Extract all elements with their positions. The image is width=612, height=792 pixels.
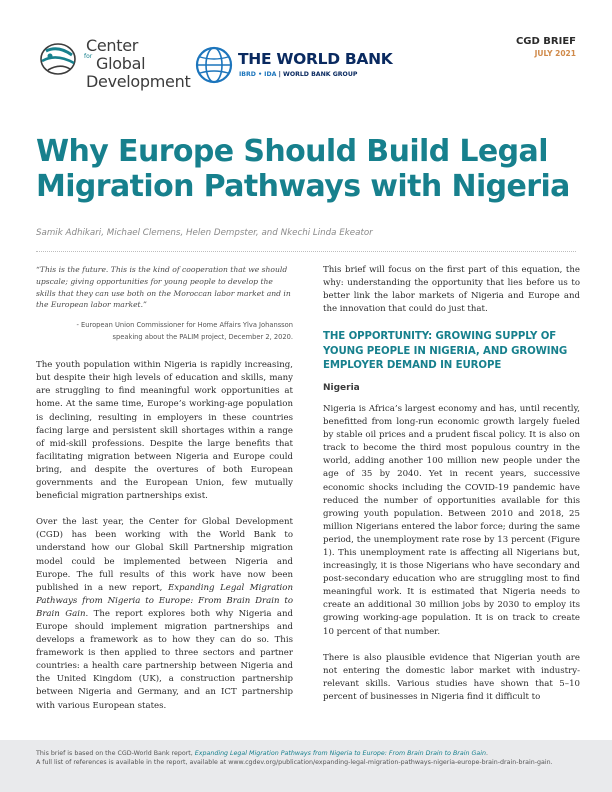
world-bank-logo (194, 45, 394, 87)
epigraph-attribution-line2: speaking about the PALIM project, December 2, 2020. (112, 333, 293, 342)
world-bank-subtitle (239, 71, 357, 78)
authors: Samik Adhikari, Michael Clemens, Helen Dempster, and Nkechi Linda Ekeator (36, 228, 373, 238)
cgd-wordmark (86, 37, 190, 91)
footer-line1-prefix: This brief is based on the CGD-World Bank report, (36, 750, 195, 757)
cgd-line-global: Global (96, 54, 146, 73)
paragraph-cgd-work (36, 516, 293, 712)
paragraph-nigeria-skills: There is also plausible evidence that Nigerian youth are not entering the domestic labor market with industry-relevant skills. Various studies have shown that 5–10 percent of businesses in Nigeria find it difficult to (323, 652, 580, 702)
world-bank-globe-icon (194, 45, 234, 85)
paragraph-brief-focus: This brief will focus on the first part of this equation, the why: understanding the opportunity that lies before us to better link the labor markets of Nigeria and Europe and the innovation that could do just that. (323, 265, 580, 315)
paragraph-cgd-work-part1: Over the last year, the Center for Global Development (CGD) has been working with the World Bank to understand how our Global Skill Partnership migration model could be implemented between Nigeria and Europe. The full results of this work have now been published in a new report, (36, 517, 293, 593)
footer-line1 (36, 749, 576, 758)
left-column (36, 264, 293, 713)
cgd-logo (36, 36, 191, 97)
paragraph-nigeria-economy: Nigeria is Africa’s largest economy and has, until recently, benefitted from long-run economic growth largely fueled by stable oil prices and a prudent fiscal policy. It is also on track to become the third most populous country in the world, adding another 100 million new people under the age of 35 by 2040. Yet in recent years, successive economic shocks including the COVID-19 pandemic have reduced the number of opportunities available for this growing youth population. Between 2010 and 2018, 25 million Nigerians entered the labor force; during the same period, the unemployment rate rose by 13 percent (Figure 1). This unemployment rate is affecting all Nigerians but, increasingly, it is those Nigerians who have secondary and post-secondary education who are struggling most to find meaningful work. It is estimated that Nigeria needs to create an additional 30 million jobs by 2030 to employ its growing working-age population. It is on track to create 10 percent of that number. (323, 403, 580, 637)
brief-tag (516, 36, 576, 58)
page-title: Why Europe Should Build Legal Migration Pathways with Nigeria (36, 134, 570, 204)
footer-report-link[interactable]: Expanding Legal Migration Pathways from Nigeria to Europe: From Brain Drain to Brain Gain (194, 750, 486, 757)
right-column (323, 264, 580, 704)
world-bank-ibrd: IBRD • IDA (239, 71, 277, 78)
world-bank-separator: | (276, 71, 283, 78)
epigraph-attribution-line1: - European Union Commissioner for Home Affairs Ylva Johansson (76, 321, 293, 330)
world-bank-group: WORLD BANK GROUP (283, 71, 358, 78)
brief-date: JULY 2021 (534, 49, 576, 58)
footer-line2: A full list of references is available in the report, available at www.cgdev.org/publication/expanding-legal-migration-pathways-nigeria-europe-brain-drain-brain-gain. (36, 759, 553, 767)
footer-line1-suffix: . (485, 750, 488, 757)
cgd-line-center: Center (86, 36, 139, 55)
cgd-globe-icon (36, 39, 84, 79)
cgd-line-for: for (84, 53, 93, 60)
subheading-nigeria: Nigeria (323, 382, 360, 393)
brief-type: CGD BRIEF (515, 36, 576, 47)
epigraph-quote: “This is the future. This is the kind of cooperation that we should upscale; giving opportunities for young people to develop the skills that they can use both on the Moroccan labor market and in the European labor market.” (36, 265, 291, 310)
section-heading-opportunity: THE OPPORTUNITY: GROWING SUPPLY OF YOUNG PEOPLE IN NIGERIA, AND GROWING EMPLOYER DEMAND IN EUROPE (323, 331, 568, 371)
report-title-inline: Expanding Legal Migration Pathways from Nigeria to Europe: From Brain Drain to Brain Gain (36, 582, 293, 619)
title-divider (36, 251, 576, 252)
cgd-line-development: Development (86, 72, 191, 91)
paragraph-cgd-work-part2: . The report explores both why Nigeria and Europe should implement migration partnerships and develops a framework as to how they can do so. This framework is then applied to three sectors and partner countries: a health care partnership between Nigeria and the United Kingdom (UK), a construction partnership between Nigeria and Germany, and an ICT partnership with various European states. (36, 608, 293, 711)
paragraph-youth-population: The youth population within Nigeria is rapidly increasing, but despite their high levels of education and skills, many are struggling to find meaningful work opportunities at home. At the same time, Europe’s working-age population is declining, resulting in employers in these countries facing large and persistent skill shortages within a range of mid-skill professions. Despite the large benefits that facilitating migration between Nigeria and Europe could bring, and despite the overtures of both European governments and the European Union, few mutually beneficial migration partnerships exist. (36, 360, 293, 502)
footer-note (0, 740, 612, 792)
world-bank-title: THE WORLD BANK (238, 50, 393, 68)
epigraph-attribution (36, 319, 293, 343)
